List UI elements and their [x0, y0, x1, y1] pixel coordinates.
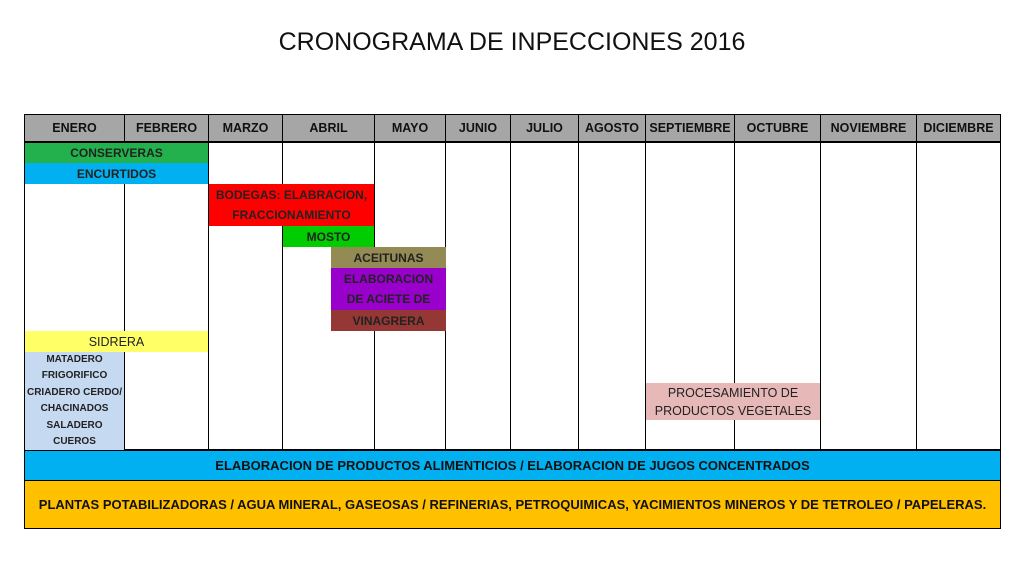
activity-small-list	[25, 352, 124, 450]
activity-procesamiento	[646, 383, 820, 420]
activity-sidrera: SIDRERA	[25, 331, 208, 352]
activity-elaboracion-line1: ELABORACION	[343, 272, 434, 286]
small-list-item: SALADERO	[46, 419, 103, 431]
small-list-item: FRIGORIFICO	[41, 370, 108, 381]
activity-vinagrera: VINAGRERA	[331, 310, 446, 331]
activity-elaboracion-line2: DE ACIETE DE	[346, 292, 431, 306]
activity-aceitunas: ACEITUNAS	[331, 247, 446, 268]
month-header-abril: ABRIL	[282, 114, 375, 142]
month-header-agosto: AGOSTO	[578, 114, 646, 142]
activity-bodegas-line2: FRACCIONAMIENTO	[232, 208, 351, 222]
month-header-octubre: OCTUBRE	[734, 114, 821, 142]
month-column-junio	[445, 142, 511, 450]
activity-bodegas-line1: BODEGAS: ELABRACION,	[215, 188, 368, 202]
month-header-junio: JUNIO	[445, 114, 511, 142]
activity-productos-alimenticios: ELABORACION DE PRODUCTOS ALIMENTICIOS / ELABORACION DE JUGOS CONCENTRADOS	[24, 450, 1001, 481]
small-list-item: MATADERO	[46, 353, 103, 365]
month-column-julio	[510, 142, 579, 450]
month-column-febrero	[124, 142, 209, 450]
small-list-item: CUEROS	[53, 436, 96, 447]
month-header-diciembre: DICIEMBRE	[916, 114, 1001, 142]
month-column-agosto	[578, 142, 646, 450]
activity-elaboracion-aceite	[331, 268, 446, 310]
small-list-item: CHACINADOS	[40, 403, 109, 414]
month-header-marzo: MARZO	[208, 114, 283, 142]
month-header-septiembre: SEPTIEMBRE	[645, 114, 735, 142]
month-column-diciembre	[916, 142, 1001, 450]
month-header-febrero: FEBRERO	[124, 114, 209, 142]
activity-mosto: MOSTO	[283, 226, 374, 247]
month-header-julio: JULIO	[510, 114, 579, 142]
small-list-item: CRIADERO CERDO/	[26, 386, 122, 398]
month-header-enero: ENERO	[24, 114, 125, 142]
activity-plantas: PLANTAS POTABILIZADORAS / AGUA MINERAL, GASEOSAS / REFINERIAS, PETROQUIMICAS, YACIMIENTOS MINEROS Y DE TETROLEO / PAPELERAS.	[24, 480, 1001, 529]
activity-bodegas	[209, 184, 374, 226]
activity-procesamiento-line2: PRODUCTOS VEGETALES	[654, 403, 812, 418]
page-title: CRONOGRAMA DE INPECCIONES 2016	[278, 28, 746, 56]
month-header-noviembre: NOVIEMBRE	[820, 114, 917, 142]
activity-conserveras: CONSERVERAS	[25, 143, 208, 163]
activity-procesamiento-line1: PROCESAMIENTO DE	[667, 385, 799, 400]
schedule-table	[24, 114, 1001, 529]
month-header-mayo: MAYO	[374, 114, 446, 142]
month-column-noviembre	[820, 142, 917, 450]
activity-encurtidos: ENCURTIDOS	[25, 163, 208, 184]
